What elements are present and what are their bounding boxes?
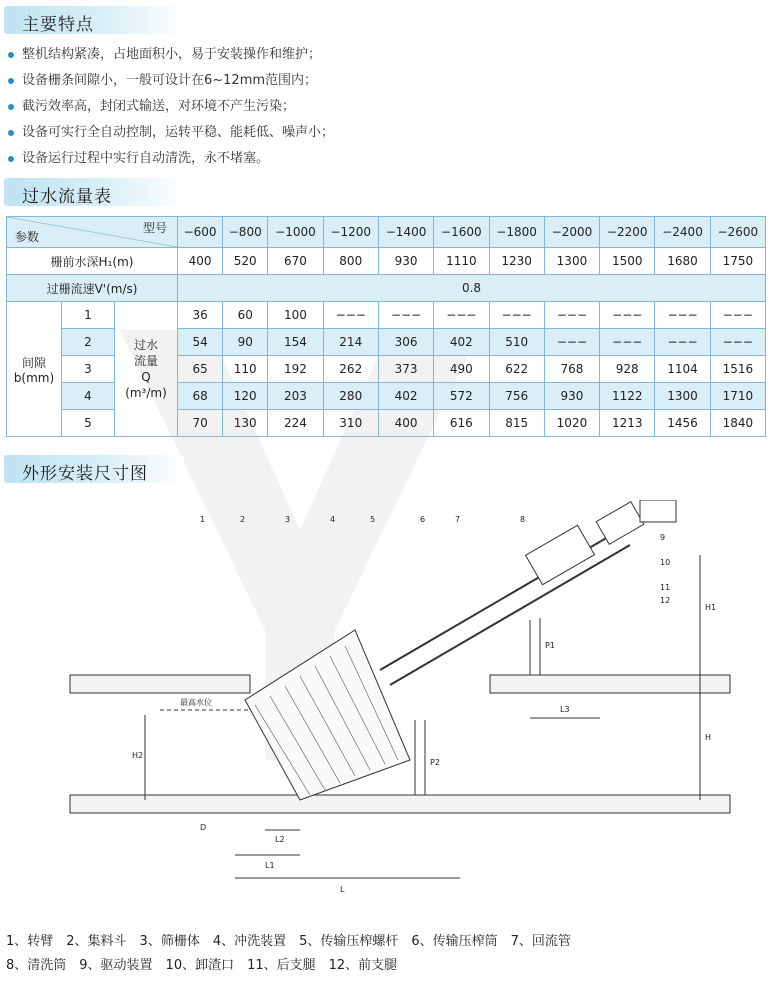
- depth-cell: 670: [268, 248, 323, 275]
- model-header-cell: −1400: [378, 217, 433, 248]
- drive-unit: [596, 502, 644, 545]
- table-title-bar: [4, 178, 184, 206]
- flow-cell: −−−: [600, 302, 655, 329]
- flow-label-cell: [115, 302, 178, 437]
- gap-label-cell: [7, 302, 62, 437]
- dim-L3: L3: [560, 705, 570, 714]
- header-model: 型号: [142, 221, 167, 235]
- feature-item: 设备运行过程中实行自动清洗，永不堵塞。: [6, 146, 334, 172]
- callout-3: 3: [285, 515, 291, 524]
- flow-cell: 203: [268, 383, 323, 410]
- dim-H1: H1: [705, 603, 717, 612]
- legend-line: 1、转臂 2、集料斗 3、筛栅体 4、冲洗装置 5、传输压榨螺杆 6、传输压榨筒 7、回流管: [6, 934, 571, 949]
- flow-table: [6, 216, 766, 437]
- flow-cell: 262: [323, 356, 378, 383]
- depth-cell: 1230: [489, 248, 544, 275]
- flow-label: 过水: [133, 338, 158, 352]
- model-header-cell: −1200: [323, 217, 378, 248]
- flow-cell: −−−: [655, 329, 710, 356]
- flow-cell: 402: [434, 329, 489, 356]
- platform-left: [70, 675, 250, 693]
- depth-cell: 520: [223, 248, 268, 275]
- flow-cell: 192: [268, 356, 323, 383]
- flow-cell: 60: [223, 302, 268, 329]
- flow-cell: 280: [323, 383, 378, 410]
- dim-P1: P1: [545, 641, 555, 650]
- flow-cell: 65: [178, 356, 223, 383]
- flow-cell: −−−: [323, 302, 378, 329]
- features-title-bar: [4, 6, 184, 34]
- flow-cell: 930: [544, 383, 599, 410]
- depth-cell: 930: [378, 248, 433, 275]
- flow-cell: −−−: [489, 302, 544, 329]
- features-title: 主要特点: [22, 15, 94, 35]
- flow-cell: 928: [600, 356, 655, 383]
- flow-cell: 400: [378, 410, 433, 437]
- flow-cell: 622: [489, 356, 544, 383]
- header-corner-cell: [7, 217, 178, 248]
- flow-cell: −−−: [710, 329, 765, 356]
- flow-cell: −−−: [600, 329, 655, 356]
- depth-cell: 1300: [544, 248, 599, 275]
- dim-H2: H2: [132, 751, 144, 760]
- dim-L: L: [340, 885, 345, 894]
- header-param: 参数: [15, 230, 40, 244]
- flow-cell: 68: [178, 383, 223, 410]
- flow-cell: −−−: [544, 302, 599, 329]
- depth-cell: 1750: [710, 248, 765, 275]
- flow-cell: 70: [178, 410, 223, 437]
- depth-cell: 1500: [600, 248, 655, 275]
- flow-cell: 1213: [600, 410, 655, 437]
- flow-cell: 1020: [544, 410, 599, 437]
- speed-label: 过栅流速V'(m/s): [7, 275, 178, 302]
- dim-L2: L2: [275, 835, 285, 844]
- flow-cell: 306: [378, 329, 433, 356]
- installation-drawing: [60, 500, 740, 900]
- callout-1: 1: [200, 515, 206, 524]
- flow-cell: 490: [434, 356, 489, 383]
- flow-cell: 54: [178, 329, 223, 356]
- gap-cell: 5: [62, 410, 115, 437]
- model-header-cell: −2000: [544, 217, 599, 248]
- flow-cell: 1104: [655, 356, 710, 383]
- callout-4: 4: [330, 515, 336, 524]
- model-header-cell: −1800: [489, 217, 544, 248]
- dim-H: H: [705, 733, 712, 742]
- depth-label: 栅前水深H₁(m): [7, 248, 178, 275]
- flow-cell: 1300: [655, 383, 710, 410]
- model-header-cell: −1000: [268, 217, 323, 248]
- model-header-cell: −2600: [710, 217, 765, 248]
- channel-floor: [70, 795, 730, 813]
- model-header-cell: −2200: [600, 217, 655, 248]
- model-header-cell: −2400: [655, 217, 710, 248]
- depth-cell: 800: [323, 248, 378, 275]
- flow-cell: 36: [178, 302, 223, 329]
- callout-6: 6: [420, 515, 426, 524]
- callout-5: 5: [370, 515, 376, 524]
- flow-cell: 815: [489, 410, 544, 437]
- flow-cell: 1456: [655, 410, 710, 437]
- feature-item: 设备可实行全自动控制，运转平稳、能耗低、噪声小；: [6, 120, 334, 146]
- flow-cell: 616: [434, 410, 489, 437]
- features-list: [6, 42, 334, 172]
- table-title: 过水流量表: [22, 187, 112, 207]
- gap-cell: 3: [62, 356, 115, 383]
- flow-cell: 510: [489, 329, 544, 356]
- flow-cell: 1122: [600, 383, 655, 410]
- flow-cell: 214: [323, 329, 378, 356]
- gap-cell: 1: [62, 302, 115, 329]
- parts-legend: [6, 930, 571, 978]
- flow-cell: −−−: [434, 302, 489, 329]
- gap-unit: b(mm): [13, 370, 55, 385]
- flow-label: Q: [141, 370, 151, 384]
- flow-cell: 90: [223, 329, 268, 356]
- flow-cell: 1710: [710, 383, 765, 410]
- callout-7: 7: [455, 515, 461, 524]
- depth-cell: 1680: [655, 248, 710, 275]
- flow-cell: 1516: [710, 356, 765, 383]
- model-header-cell: −800: [223, 217, 268, 248]
- flow-cell: −−−: [710, 302, 765, 329]
- flow-cell: 373: [378, 356, 433, 383]
- platform-right: [490, 675, 730, 693]
- dim-L1: L1: [265, 861, 275, 870]
- flow-cell: 120: [223, 383, 268, 410]
- model-header-cell: −1600: [434, 217, 489, 248]
- flow-label: 流量: [133, 354, 158, 368]
- drawing-title: 外形安装尺寸图: [22, 464, 148, 484]
- feature-item: 设备栅条间隙小，一般可设计在6~12mm范围内；: [6, 68, 334, 94]
- flow-cell: 224: [268, 410, 323, 437]
- dim-P2: P2: [430, 758, 440, 767]
- flow-unit: (m³/m): [125, 386, 167, 400]
- callout-11: 11: [660, 583, 671, 592]
- flow-cell: −−−: [655, 302, 710, 329]
- flow-cell: −−−: [544, 329, 599, 356]
- gap-cell: 4: [62, 383, 115, 410]
- flow-cell: 110: [223, 356, 268, 383]
- flow-cell: −−−: [378, 302, 433, 329]
- flow-cell: 402: [378, 383, 433, 410]
- flow-cell: 572: [434, 383, 489, 410]
- feature-item: 整机结构紧凑，占地面积小，易于安装操作和维护；: [6, 42, 334, 68]
- depth-cell: 400: [178, 248, 223, 275]
- gap-cell: 2: [62, 329, 115, 356]
- motor: [640, 500, 676, 522]
- flow-cell: 768: [544, 356, 599, 383]
- callout-12: 12: [660, 596, 671, 605]
- model-header-cell: −600: [178, 217, 223, 248]
- wash-cylinder: [526, 525, 595, 584]
- legend-line: 8、清洗筒 9、驱动装置 10、卸渣口 11、后支腿 12、前支腿: [6, 958, 398, 973]
- speed-value: 0.8: [178, 275, 766, 302]
- flow-cell: 100: [268, 302, 323, 329]
- gap-label: 间隙: [21, 355, 46, 370]
- flow-cell: 310: [323, 410, 378, 437]
- flow-cell: 1840: [710, 410, 765, 437]
- flow-cell: 154: [268, 329, 323, 356]
- flow-cell: 130: [223, 410, 268, 437]
- depth-cell: 1110: [434, 248, 489, 275]
- callout-2: 2: [240, 515, 246, 524]
- water-level-label: 最高水位: [180, 698, 212, 707]
- flow-cell: 756: [489, 383, 544, 410]
- callout-8: 8: [520, 515, 526, 524]
- dim-D: D: [200, 823, 207, 832]
- screen-body: [245, 630, 410, 800]
- callout-10: 10: [660, 558, 671, 567]
- callout-9: 9: [660, 533, 666, 542]
- drawing-title-bar: [4, 455, 184, 483]
- feature-item: 截污效率高，封闭式输送，对环境不产生污染；: [6, 94, 334, 120]
